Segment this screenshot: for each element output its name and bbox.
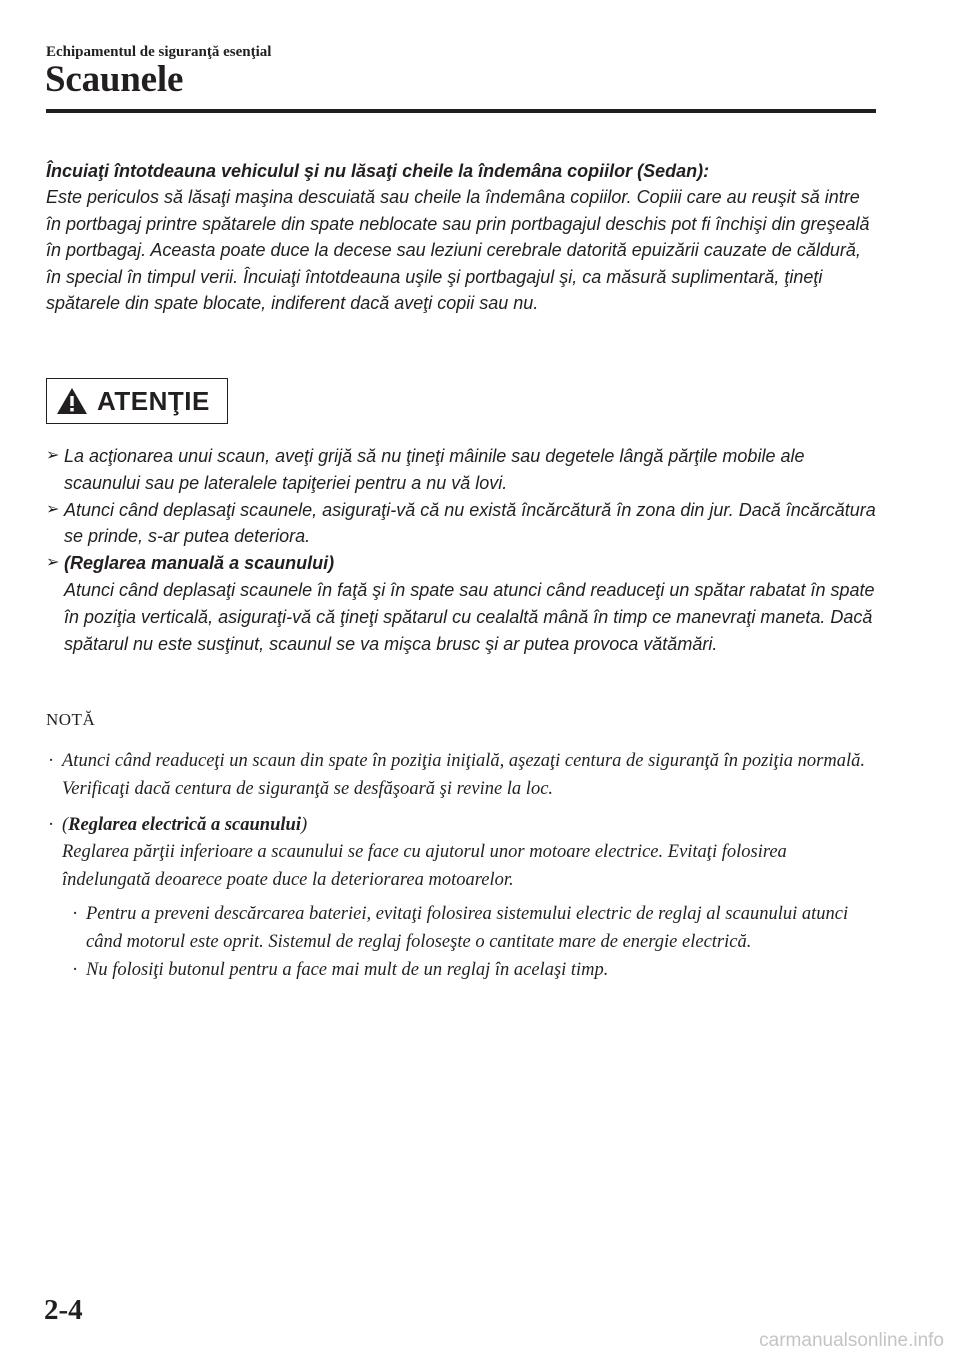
warning-text: Este periculos să lăsaţi maşina descuiată sau cheile la îndemâna copiilor. Copiii care au reuşit să intre în portbagaj printre spătarele din spate neblocate sau prin portbagajul deschis pot fi închişi din greşeală în portbagaj. Aceasta poate duce la decese sau leziuni cerebrale datorită epuizării cauzate de căldură, în special în timpul verii. Încuiaţi întotdeauna uşile şi portbagajul şi, ca măsură suplimentară, ţineţi spătarele din spate blocate, indiferent dacă aveţi copii sau nu. [46,187,870,314]
note-title: NOTĂ [46,710,96,729]
watermark: carmanualsonline.info [759,1330,944,1351]
note-item-paren: ) [300,814,308,835]
bullet-dot-icon: · [72,903,79,924]
caution-item-text: Atunci când deplasaţi scaunele, asiguraţi-vă că nu există încărcătură în zona din jur. Dacă încărcătura se prinde, s-ar putea deteriora. [64,499,876,547]
arrow-bullet-icon: ➢ [46,447,60,464]
warning-triangle-icon [55,386,89,416]
page-title: Scaunele [45,59,184,100]
note-item-text: Atunci când readuceţi un scaun din spate în poziţia iniţială, aşezaţi centura de siguranţă în poziţia normală. Verificaţi dacă centura de siguranţă se desfăşoară şi revine la loc. [62,751,865,799]
warning-block [46,158,876,316]
caution-item [46,497,876,551]
caution-item [46,550,876,657]
header-divider [46,109,876,113]
note-item-paren: ( [62,814,69,835]
caution-item-heading: (Reglarea manuală a scaunului) [64,553,335,574]
note-item [46,748,876,804]
note-item-text: Reglarea părţii inferioare a scaunului se face cu ajutorul unor motoare electrice. Evitaţi folosirea îndelungată deoarece poate duce la deteriorarea motoarelor. [62,842,787,891]
note-list [46,748,876,992]
arrow-bullet-icon: ➢ [46,554,60,572]
section-title: Echipamentul de siguranţă esenţial [46,44,272,60]
caution-list [46,443,876,657]
page-number: 2-4 [44,1294,83,1326]
note-item [46,812,876,985]
note-subitem-text: Pentru a preveni descărcarea bateriei, evitaţi folosirea sistemului electric de reglaj al scaunului atunci când motorul este oprit. Sistemul de reglaj foloseşte o cantitate mare de energie electrică. [86,903,849,952]
note-subitem [72,957,876,985]
warning-heading: Încuiaţi întotdeauna vehiculul şi nu lăsaţi cheile la îndemâna copiilor (Sedan): [46,161,710,181]
caution-item [46,443,876,497]
note-sublist [46,901,876,984]
bullet-dot-icon: · [48,814,55,835]
bullet-dot-icon: · [72,959,79,980]
caution-item-text: La acţionarea unui scaun, aveţi grijă să nu ţineţi mâinile sau degetele lângă părţile mobile ale scaunului sau pe lateralele tapiţeriei pentru a nu vă lovi. [64,446,805,493]
arrow-bullet-icon: ➢ [46,500,60,518]
note-subitem-text: Nu folosiţi butonul pentru a face mai mult de un reglaj în acelaşi timp. [86,959,609,980]
bullet-dot-icon: · [48,751,55,771]
note-subitem [72,901,876,957]
caution-label: ATENŢIE [97,385,210,416]
caution-badge [46,378,228,424]
note-item-heading: Reglarea electrică a scaunului [68,814,301,835]
caution-item-text: Atunci când deplasaţi scaunele în faţă şi în spate sau atunci când readuceţi un spătar rabatat în spate în poziţia verticală, asiguraţi-vă că ţineţi spătarul cu cealaltă mână în timp ce manevraţi maneta. Dacă spătarul nu este susţinut, scaunul se va mişca brusc şi ar putea provoca vătămări. [64,579,875,654]
